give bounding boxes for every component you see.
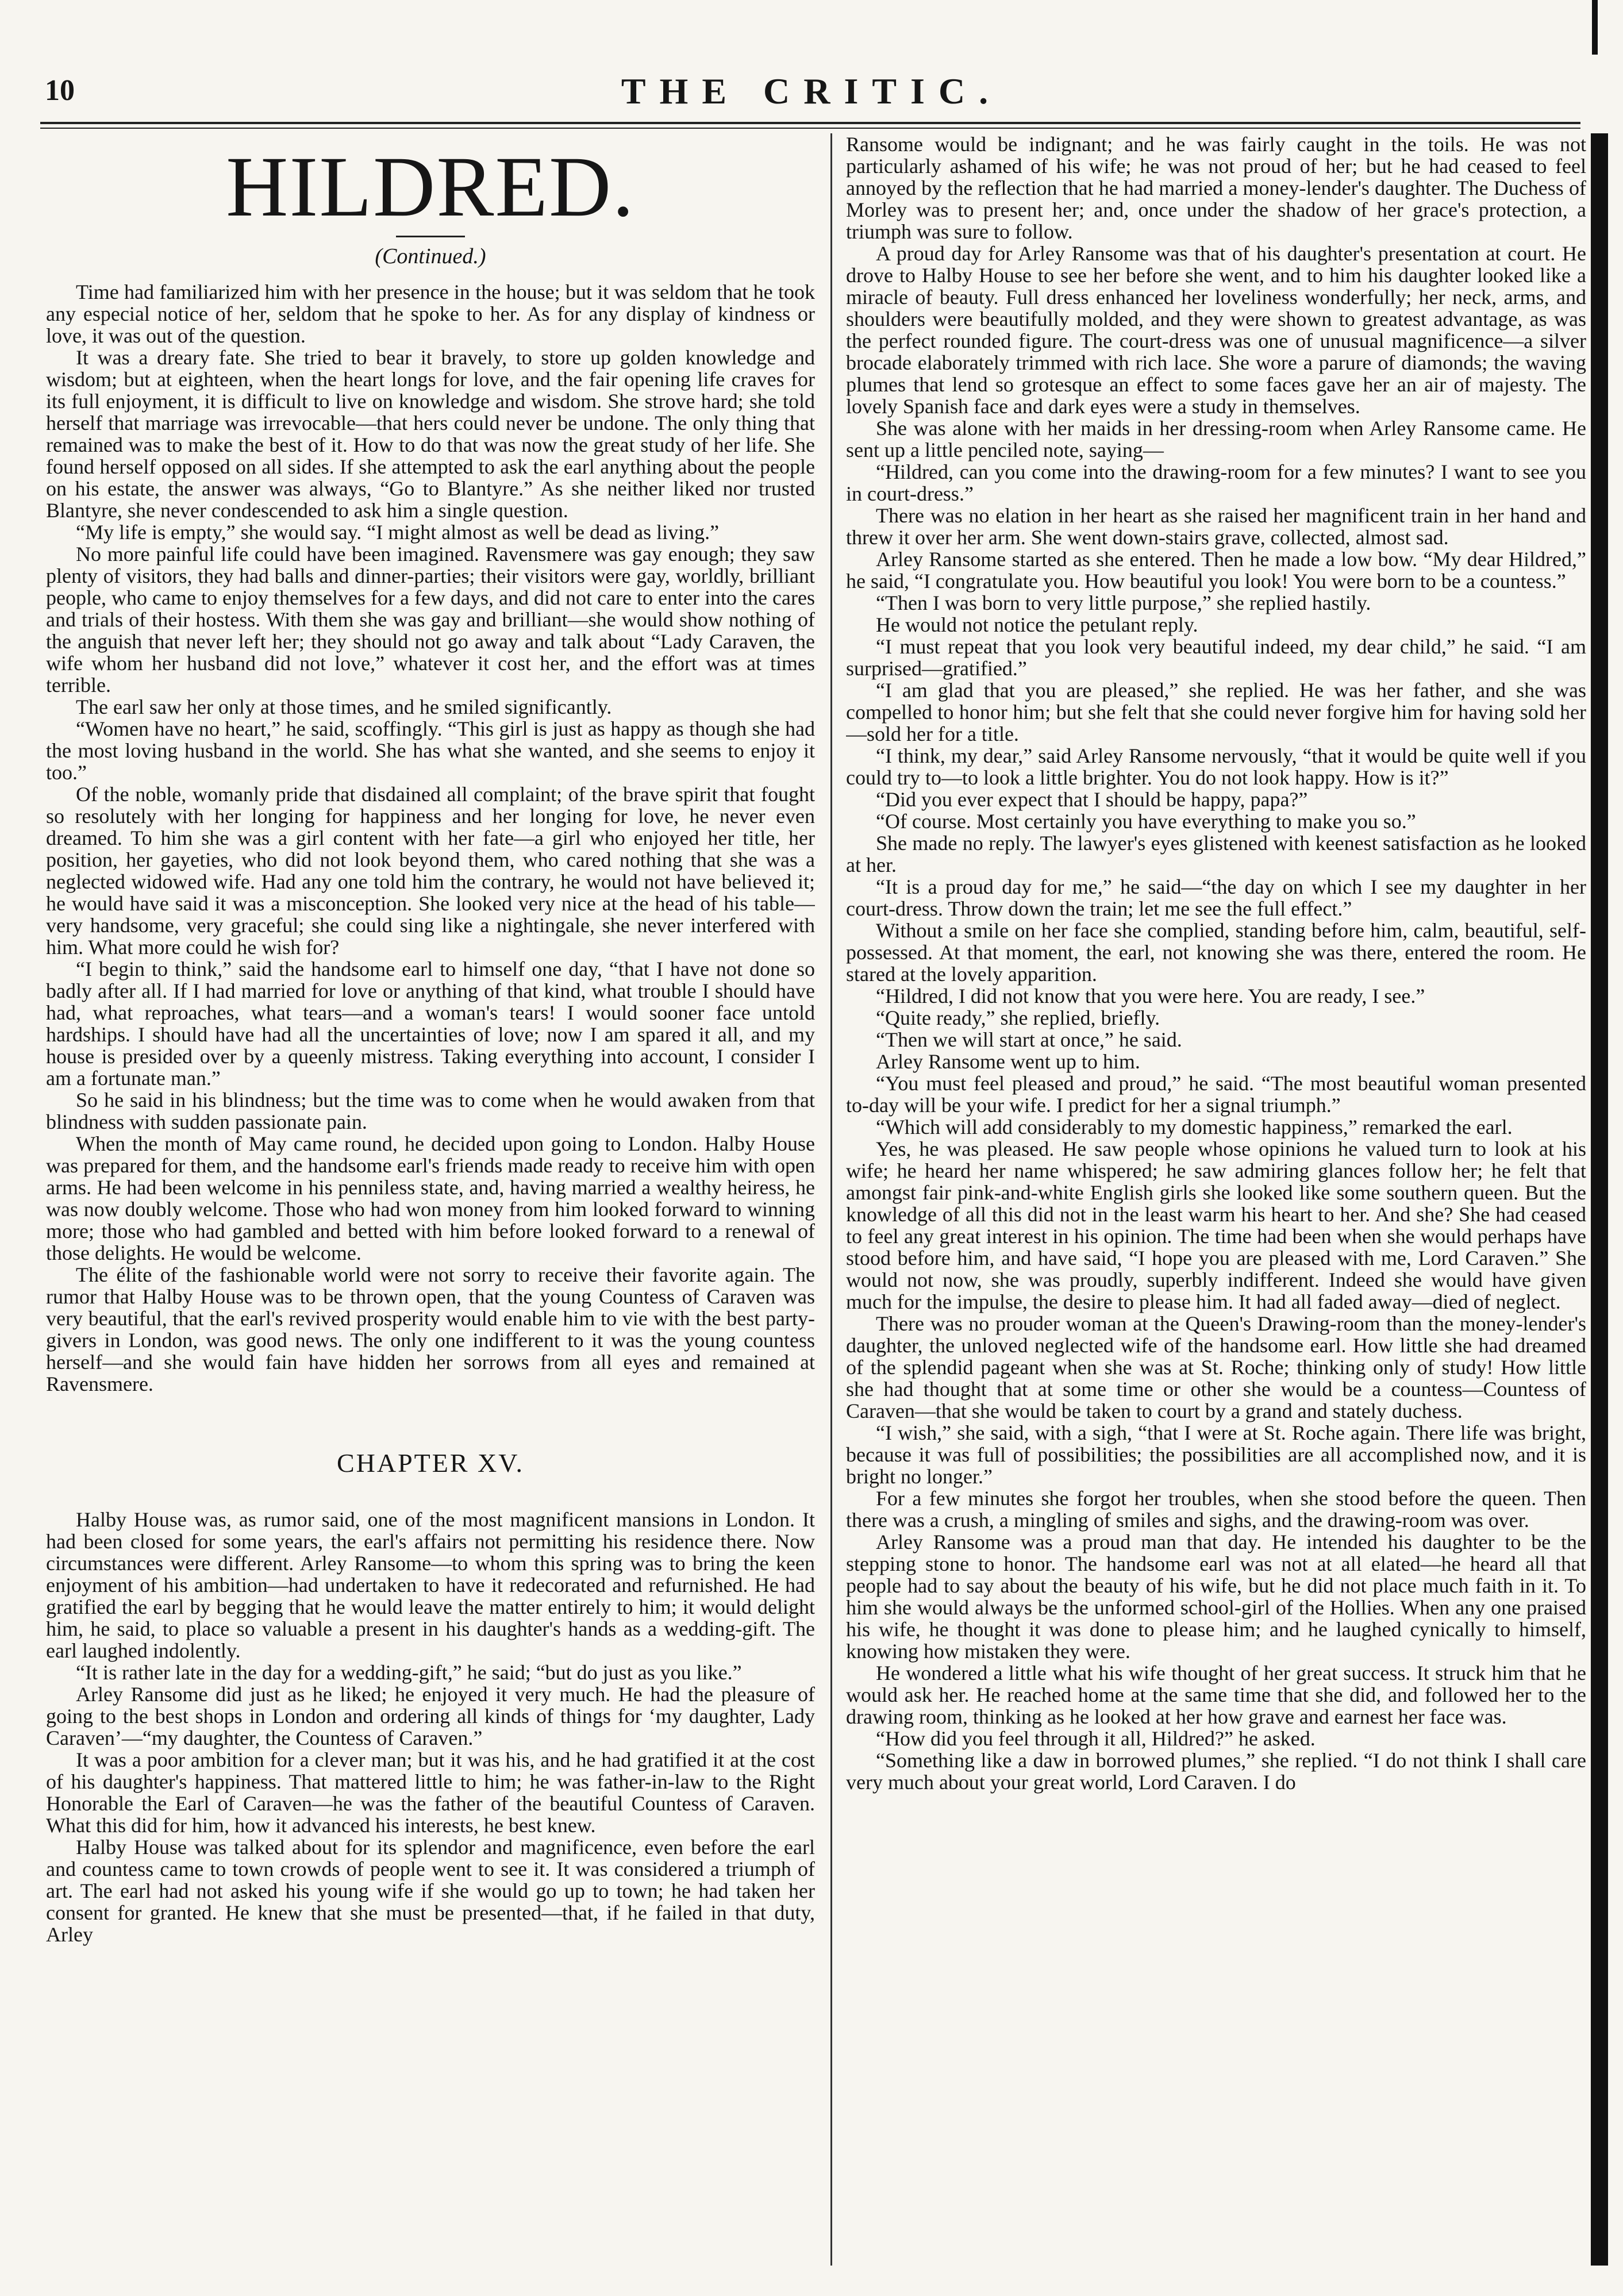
page-number: 10 — [45, 74, 75, 107]
paragraph: “Hildred, I did not know that you were here. You are ready, I see.” — [876, 984, 1425, 1007]
paragraph: When the month of May came round, he decided upon going to London. Halby House was prepared for them, and the handsome earl's friends made ready to receive him with open arms. He had been welcome in his penniless state, and, having married a wealthy heiress, he was now doubly welcome. Those who had won money from him looked forward to winning more; those who had gambled and betted with him before looked forward to a renewal of those delights. He would be welcome. — [46, 1132, 815, 1264]
paragraph: Arley Ransome started as she entered. Then he made a low bow. “My dear Hildred,” he said, “I congratulate you. How beautiful you look! You were born to be a countess.” — [846, 548, 1586, 593]
page-edge-mark — [1592, 0, 1598, 55]
paragraph: It was a dreary fate. She tried to bear it bravely, to store up golden knowledge and wisdom; but at eighteen, when the heart longs for love, and the fair opening life craves for its full enjoyment, it is difficult to live on knowledge and wisdom. She strove hard; she told herself that marriage was irrevocable—that hers could never be undone. The only thing that remained was to make the best of it. How to do that was now the great study of her life. She found herself opposed on all sides. If she attempted to ask the earl anything about the people on his estate, the answer was always, “Go to Blantyre.” As she neither liked nor trusted Blantyre, she never condescended to ask him a single question. — [46, 346, 815, 522]
paragraph: Halby House was talked about for its splendor and magnificence, even before the earl and countess came to town crowds of people went to see it. It was considered a triumph of art. The earl had not asked his young wife if she would go up to town; he had taken her consent for granted. He knew that she must be presented—that, if he failed in that duty, Arley — [46, 1836, 815, 1946]
paragraph: “How did you feel through it all, Hildred?” he asked. — [876, 1727, 1316, 1750]
paragraph: Arley Ransome went up to him. — [876, 1050, 1140, 1073]
paragraph: The élite of the fashionable world were not sorry to receive their favorite again. The rumor that Halby House was to be thrown open, that the young Countess of Caraven was very beautiful, that the earl's revived prosperity would enable him to vie with the best party-givers in London, was good news. The only one indifferent to it was the young countess herself—and she would fain have hidden her sorrows from all eyes and remained at Ravensmere. — [46, 1263, 815, 1395]
article-title: HILDRED. — [226, 139, 635, 234]
paragraph: “I think, my dear,” said Arley Ransome nervously, “that it would be quite well if you could try to—to look a little brighter. You do not look happy. How is it?” — [846, 744, 1586, 789]
paragraph: “Hildred, can you come into the drawing-room for a few minutes? I want to see you in court-dress.” — [846, 460, 1586, 505]
paragraph: Yes, he was pleased. He saw people whose opinions he valued turn to look at his wife; he heard her name whispered; he saw admiring glances follow her; he felt that amongst fair pink-and-white English girls she looked like some southern queen. But the knowledge of all this did not in the least warm his heart to her. And she? She had ceased to feel any great interest in his opinion. The time had been when she would perhaps have stood before him, and have said, “I hope you are pleased with me, Lord Caraven.” She would not now, she was proudly, superbly indifferent. Indeed she would have given much for the impulse, the desire to please him. It had all faded away—died of neglect. — [846, 1137, 1586, 1313]
header-rule — [40, 122, 1580, 124]
left-text-after-chapter — [46, 1509, 815, 1945]
paragraph: “Which will add considerably to my domestic happiness,” remarked the earl. — [876, 1116, 1513, 1139]
paragraph: The earl saw her only at those times, and he smiled significantly. — [76, 695, 612, 718]
paragraph: No more painful life could have been imagined. Ravensmere was gay enough; they saw plenty of visitors, they had balls and dinner-parties; their visitors were gay, worldly, brilliant people, who came to enjoy themselves for a few days, and did not care to enter into the cares and trials of their hostess. With them she was gay and brilliant—she would show nothing of the anguish that never left her; they should not go away and talk about “Lady Caraven, the wife whom her husband did not love,” whatever it cost her, and the effort was at times terrible. — [46, 543, 815, 697]
paragraph: So he said in his blindness; but the time was to come when he would awaken from that blindness with sudden passionate pain. — [46, 1089, 815, 1133]
paragraph: It was a poor ambition for a clever man; but it was his, and he had gratified it at the cost of his daughter's happiness. That mattered little to him; he was father-in-law to the Right Honorable the Earl of Caraven—he was the father of the beautiful Countess of Caraven. What this did for him, how it advanced his interests, he best knew. — [46, 1748, 815, 1837]
paragraph: “I wish,” she said, with a sigh, “that I were at St. Roche again. There life was bright, because it was full of possibilities; the possibilities are all accomplished now, and it is bright no longer.” — [846, 1421, 1586, 1488]
chapter-heading: CHAPTER XV. — [336, 1448, 525, 1478]
paragraph: “You must feel pleased and proud,” he said. “The most beautiful woman presented to-day will be your wife. I predict for her a signal triumph.” — [846, 1072, 1586, 1117]
paragraph: “Did you ever expect that I should be happy, papa?” — [876, 788, 1308, 811]
paragraph: “Of course. Most certainly you have everything to make you so.” — [876, 810, 1416, 833]
paragraph: Without a smile on her face she complied, standing before him, calm, beautiful, self-possessed. At that moment, the earl, not knowing she was there, entered the room. He stared at the lovely apparition. — [846, 919, 1586, 986]
paragraph: She made no reply. The lawyer's eyes glistened with keenest satisfaction as he looked at her. — [846, 832, 1586, 876]
paragraph: “I must repeat that you look very beautiful indeed, my dear child,” he said. “I am surprised—gratified.” — [846, 635, 1586, 680]
paragraph: Ransome would be indignant; and he was fairly caught in the toils. He was not particularly ashamed of his wife; he was not proud of her; but he had ceased to feel annoyed by the reflection that he had married a money-lender's daughter. The Duchess of Morley was to present her; and, once under the shadow of her grace's protection, a triumph was sure to follow. — [846, 133, 1586, 243]
column-divider — [830, 133, 832, 2266]
paragraph: He wondered a little what his wife thought of her great success. It struck him that he would ask her. He reached home at the same time that she did, and followed her to the drawing room, thinking as he looked at her how grave and earnest her face was. — [846, 1662, 1586, 1728]
right-text — [846, 133, 1586, 1793]
title-rule — [396, 236, 465, 237]
paragraph: “It is rather late in the day for a wedding-gift,” he said; “but do just as you like.” — [76, 1661, 742, 1684]
paragraph: “I begin to think,” said the handsome earl to himself one day, “that I have not done so badly after all. If I had married for love or anything of that kind, what trouble I should have had, what reproaches, what tears—and a woman's tears! I would sooner face untold hardships. I should have had all the uncertainties of love; now I am spared it all, and my house is presided over by a queenly mistress. Taking everything into account, I consider I am a fortunate man.” — [46, 957, 815, 1090]
paragraph: “Women have no heart,” he said, scoffingly. “This girl is just as happy as though she had the most loving husband in the world. She has what she wanted, and she seems to enjoy it too.” — [46, 717, 815, 784]
left-column — [46, 133, 815, 2266]
paragraph: “I am glad that you are pleased,” she replied. He was her father, and she was compelled to honor him; but she felt that she could never forgive him for having sold her—sold her for a title. — [846, 679, 1586, 745]
paragraph: “Then I was born to very little purpose,” she replied hastily. — [876, 591, 1371, 614]
paragraph: “My life is empty,” she would say. “I might almost as well be dead as living.” — [76, 521, 720, 544]
paragraph: He would not notice the petulant reply. — [876, 613, 1198, 636]
header-rule-thin — [40, 128, 1580, 129]
paragraph: She was alone with her maids in her dressing-room when Arley Ransome came. He sent up a little penciled note, saying— — [846, 417, 1586, 461]
paragraph: “It is a proud day for me,” he said—“the day on which I see my daughter in her court-dress. Throw down the train; let me see the full effect.” — [846, 875, 1586, 920]
paragraph: Arley Ransome was a proud man that day. He intended his daughter to be the stepping stone to honor. The handsome earl was not at all elated—he heard all that people had to say about the beauty of his wife, but he did not place much faith in it. To him she would always be the unformed school-girl of the Hollies. When any one praised his wife, he thought it was done to please him; and he laughed cynically to himself, knowing how mistaken they were. — [846, 1530, 1586, 1663]
paragraph: There was no prouder woman at the Queen's Drawing-room than the money-lender's daughter, the unloved neglected wife of the handsome earl. How little she had dreamed of the splendid pageant when she was at St. Roche; thinking only of study! How little she had thought that at some time or other she would be a countess—Countess of Caraven—that she would be taken to court by a grand and stately duchess. — [846, 1312, 1586, 1422]
paragraph: Time had familiarized him with her presence in the house; but it was seldom that he took any especial notice of her, seldom that he spoke to her. As for any display of kindness or love, it was out of the question. — [46, 280, 815, 347]
paragraph: Halby House was, as rumor said, one of the most magnificent mansions in London. It had been closed for some years, the earl's affairs not permitting his residence there. Now circumstances were different. Arley Ransome—to whom this spring was to bring the keen enjoyment of his ambition—had undertaken to have it redecorated and refurnished. He had gratified the earl by begging that he would leave the matter entirely to him; it would delight him, he said, to place so valuable a present in his daughter's hands as a wedding-gift. The earl laughed indolently. — [46, 1508, 815, 1662]
paragraph: There was no elation in her heart as she raised her magnificent train in her hand and threw it over her arm. She went down-stairs grave, collected, almost sad. — [846, 504, 1586, 549]
paragraph: “Something like a daw in borrowed plumes,” she replied. “I do not think I shall care very much about your great world, Lord Caraven. I do — [846, 1749, 1586, 1794]
continued-label: (Continued.) — [375, 244, 486, 268]
paragraph: For a few minutes she forgot her troubles, when she stood before the queen. Then there was a crush, a mingling of smiles and sighs, and the drawing-room was over. — [846, 1487, 1586, 1532]
page-edge-shadow — [1591, 133, 1608, 2266]
paragraph: Of the noble, womanly pride that disdained all complaint; of the brave spirit that fought so resolutely with her longing for happiness and her longing for love, he never even dreamed. To him she was a girl content with her fate—a girl who enjoyed her title, her position, her gayeties, who did not look beyond them, who cared nothing that she was a neglected widowed wife. Had any one told him the contrary, he would not have believed it; he would have said it was a misconception. She looked very nice at the head of his table—very handsome, very graceful; she could sing like a nightingale, she never interfered with him. What more could he wish for? — [46, 783, 815, 959]
left-text-before-chapter — [46, 281, 815, 1395]
paragraph: “Then we will start at once,” he said. — [876, 1028, 1182, 1051]
masthead: THE CRITIC. — [621, 71, 1002, 111]
paragraph: “Quite ready,” she replied, briefly. — [876, 1006, 1160, 1029]
paragraph: A proud day for Arley Ransome was that of his daughter's presentation at court. He drove to Halby House to see her before she went, and to him his daughter looked like a miracle of beauty. Full dress enhanced her loveliness wonderfully; her neck, arms, and shoulders were beautifully molded, and they were shown to greatest advantage, as was the perfect rounded figure. The court-dress was one of unusual magnificence—a silver brocade elaborately trimmed with rich lace. She wore a parure of diamonds; the waving plumes that lend so grotesque an effect to some faces gave her an air of majesty. The lovely Spanish face and dark eyes were a study in themselves. — [846, 242, 1586, 418]
paragraph: Arley Ransome did just as he liked; he enjoyed it very much. He had the pleasure of going to the best shops in London and ordering all kinds of things for ‘my daughter, Lady Caraven’—“my daughter, the Countess of Caraven.” — [46, 1683, 815, 1749]
right-column — [846, 133, 1586, 2266]
